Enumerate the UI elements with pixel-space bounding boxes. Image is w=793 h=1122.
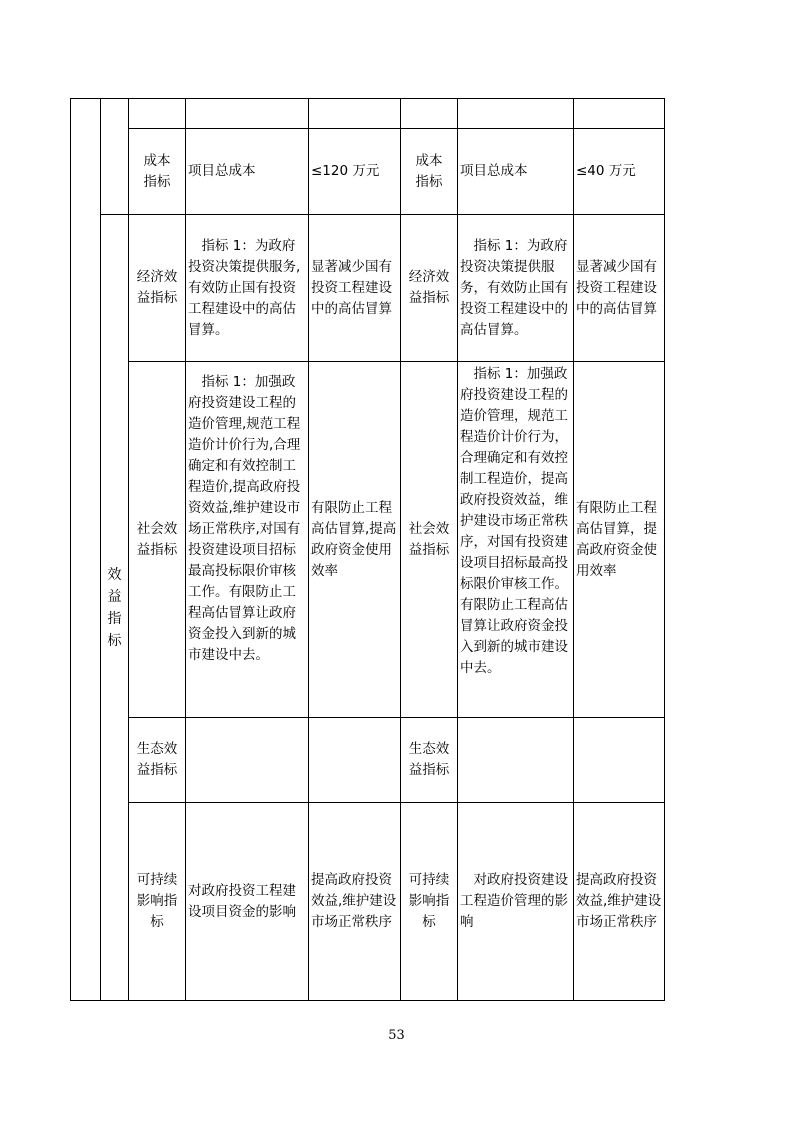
- cost-value-b: ≤40 万元: [573, 128, 665, 215]
- empty-cell: [308, 98, 401, 129]
- social-label-a: 社会效益指标: [128, 361, 186, 718]
- cost-label-b: 成本指标: [400, 128, 458, 215]
- ecological-target-b: [573, 717, 665, 803]
- upper-second-column: [100, 98, 129, 215]
- social-label-b: 社会效益指标: [400, 361, 458, 718]
- page-number: 53: [388, 1028, 405, 1043]
- cost-item-b: 项目总成本: [457, 128, 574, 215]
- sustainable-target-a: 提高政府投资效益,维护建设市场正常秩序: [308, 802, 401, 1001]
- economic-target-a: 显著减少国有投资工程建设中的高估冒算: [308, 214, 401, 362]
- ecological-content-b: [457, 717, 574, 803]
- economic-label-a: 经济效益指标: [128, 214, 186, 362]
- empty-cell: [573, 98, 665, 129]
- social-target-a: 有限防止工程高估冒算,提高政府资金使用效率: [308, 361, 401, 718]
- sustainable-content-a: 对政府投资工程建设项目资金的影响: [185, 802, 309, 1001]
- outer-left-column: [70, 98, 101, 1001]
- ecological-label-b: 生态效益指标: [400, 717, 458, 803]
- social-target-b: 有限防止工程高估冒算，提高政府资金使用效率: [573, 361, 665, 718]
- ecological-content-a: [185, 717, 309, 803]
- social-content-a: 指标 1：加强政府投资建设工程的造价管理,规范工程造价计价行为,合理确定和有效控制工程造价,提高政府投资效益,维护建设市场正常秩序,对国有投资建设项目招标最高投标限价审核工作。有限防止工程高估冒算让政府资金投入到新的城市建设中去。: [185, 361, 309, 718]
- cost-item-a: 项目总成本: [185, 128, 309, 215]
- empty-cell: [128, 98, 186, 129]
- sustainable-target-b: 提高政府投资效益,维护建设市场正常秩序: [573, 802, 665, 1001]
- economic-content-b: 指标 1：为政府投资决策提供服务，有效防止国有投资工程建设中的高估冒算。: [457, 214, 574, 362]
- empty-cell: [457, 98, 574, 129]
- benefit-indicator-label: 效益指标: [100, 214, 129, 1001]
- economic-content-a: 指标 1：为政府投资决策提供服务,有效防止国有投资工程建设中的高估冒算。: [185, 214, 309, 362]
- empty-cell: [185, 98, 309, 129]
- sustainable-label-a: 可持续影响指标: [128, 802, 186, 1001]
- economic-label-b: 经济效益指标: [400, 214, 458, 362]
- sustainable-content-b: 对政府投资建设工程造价管理的影响: [457, 802, 574, 1001]
- social-content-b: 指标 1：加强政府投资建设工程的造价管理，规范工程造价计价行为，合理确定和有效控制工程造价，提高政府投资效益，维护建设市场正常秩序，对国有投资建设项目招标最高投标限价审核工作。有限防止工程高估冒算让政府资金投入到新的城市建设中去。: [457, 361, 574, 718]
- sustainable-label-b: 可持续影响指标: [400, 802, 458, 1001]
- empty-cell: [400, 98, 458, 129]
- cost-value-a: ≤120 万元: [308, 128, 401, 215]
- ecological-label-a: 生态效益指标: [128, 717, 186, 803]
- cost-label-a: 成本指标: [128, 128, 186, 215]
- economic-target-b: 显著减少国有投资工程建设中的高估冒算: [573, 214, 665, 362]
- ecological-target-a: [308, 717, 401, 803]
